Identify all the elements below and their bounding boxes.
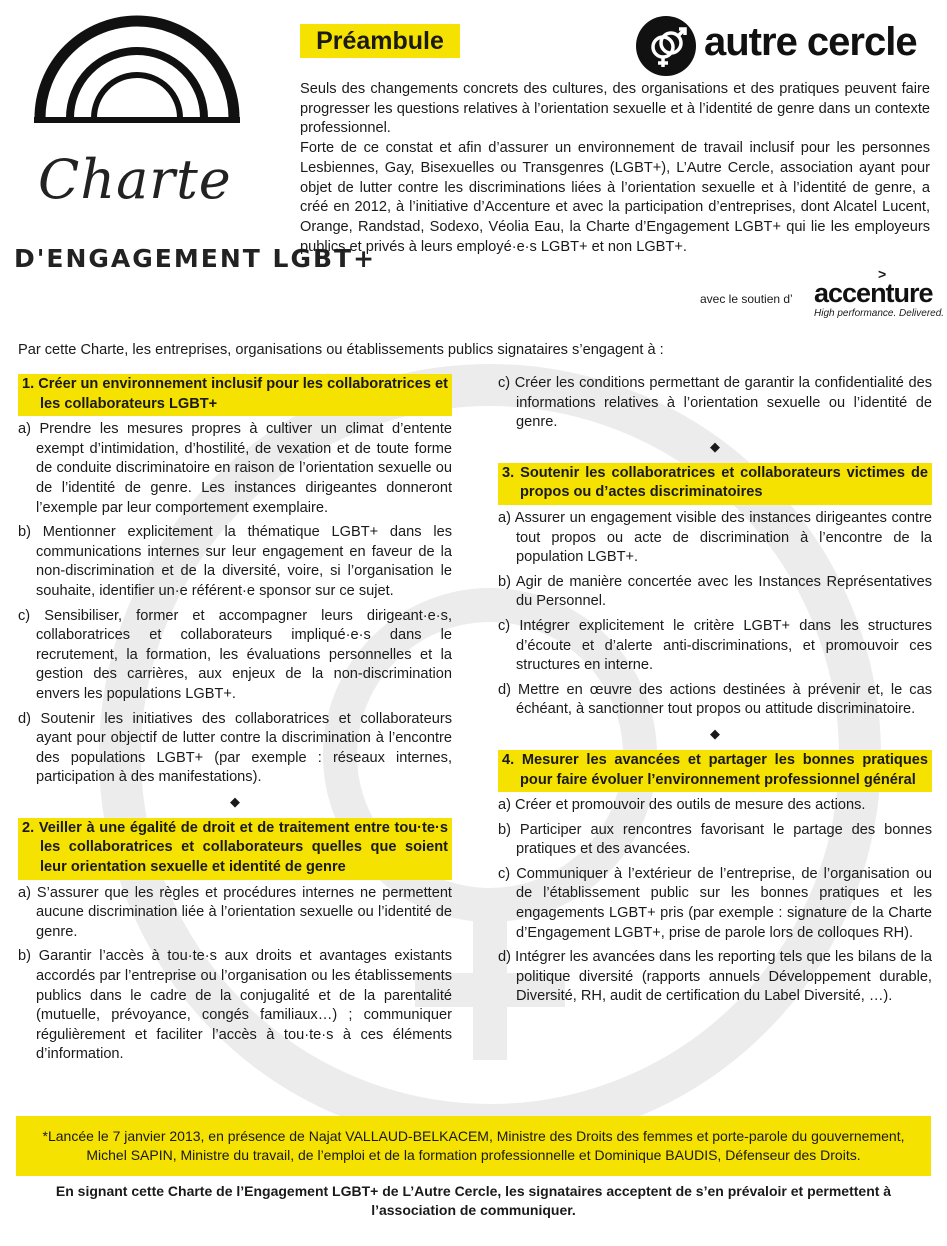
list-item: d) Soutenir les initiatives des collaboratrices et collaborateurs ayant pour objectif de lutter contre la discrimination à l’encontre des populations LGBT+ (par exemple : réseaux internes, participation à des manifestations). (18, 710, 452, 786)
preamble-paragraph: Forte de ce constat et afin d’assurer un environnement de travail inclusif pour les personnes Lesbiennes, Gay, Bisexuelles ou Transgenres (LGBT+), L’Autre Cercle, association ayant pour objet de lutter contre les discriminations liées à l’orientation sexuelle et à l’identité de genre, a créé en 2012, à l’initiative d’Accenture et avec la participation d’entreprises, dont Alcatel Lucent, Orange, Randstad, Sodexo, Véolia Eau, la Charte d’Engagement LGBT+ qui lie les employeurs publics et privés à leurs employé·e·s LGBT+ et non LGBT+. (300, 140, 930, 255)
section-3-title: 3. Soutenir les collaboratrices et collaborateurs victimes de propos ou d’actes discriminatoires (498, 463, 932, 505)
engagement-title: D'ENGAGEMENT LGBT+ (14, 244, 377, 273)
list-item: a) Prendre les mesures propres à cultiver un climat d’entente exempt d’intimidation, d’hostilité, de vexation et de toute forme de conduite discriminatoire en raison de l’orientation sexuelle ou de l’identité de genre. Les instances dirigeantes donneront l’exemple par leur comportement exemplaire. (18, 421, 452, 516)
list-item: c) Intégrer explicitement le critère LGBT+ dans les structures d’écoute et d’alerte anti-discriminations, et promouvoir ces structures en interne. (498, 617, 932, 674)
preamble-body (300, 80, 930, 257)
rainbow-arcs-logo (30, 10, 245, 125)
list-item: a) Créer et promouvoir des outils de mesure des actions. (498, 797, 866, 814)
list-item: d) Mettre en œuvre des actions destinées à prévenir et, le cas échéant, à sanctionner tout propos ou attitude discriminatoire. (498, 681, 932, 718)
list-item: b) Mentionner explicitement la thématique LGBT+ dans les communications internes sur leur engagement en faveur de la non-discrimination et de la diversité, voire, si l’organisation le souhaite, identifier un·e référent·e sponsor sur ce sujet. (18, 524, 452, 599)
support-label: avec le soutien d’ (700, 292, 793, 306)
intro-sentence: Par cette Charte, les entreprises, organisations ou établissements publics signataires s’engagent à : (18, 342, 664, 358)
list-item: b) Agir de manière concertée avec les Instances Représentatives du Personnel. (498, 573, 932, 610)
accenture-chevron-icon: > (878, 266, 887, 282)
preambule-label: Préambule (300, 24, 460, 58)
preamble-paragraph: Seuls des changements concrets des cultures, des organisations et des pratiques peuvent faire progresser les questions relatives à l’orientation sexuelle et à l’identité de genre dans un contexte professionnel. (300, 81, 930, 137)
footnote: *Lancée le 7 janvier 2013, en présence de Najat VALLAUD-BELKACEM, Ministre des Droits des femmes et porte-parole du gouvernement, Michel SAPIN, Ministre du travail, de l’emploi et de la formation professionnelle et Dominique BAUDIS, Défenseur des Droits. (16, 1116, 931, 1176)
section-2-title: 2. Veiller à une égalité de droit et de traitement entre tou·te·s les collaboratrices et collaborateurs quelles que soient leur orientation sexuelle et identité de genre (18, 818, 452, 880)
left-column (18, 374, 452, 1070)
list-item: c) Communiquer à l’extérieur de l’entreprise, de l’organisation ou de l’établissement public sur les bonnes pratiques et les engagements LGBT+ pris (par exemple : signature de la Charte d’Engagement LGBT+, prise de parole lors de colloques RH). (498, 865, 932, 941)
charte-title: Charte (38, 148, 232, 211)
separator-diamond: ◆ (230, 793, 240, 809)
list-item: a) Assurer un engagement visible des instances dirigeantes contre tout propos ou acte de discrimination à l’encontre de la population LGBT+. (498, 509, 932, 566)
sponsor-tagline: High performance. Delivered. (814, 308, 945, 319)
section-4-title: 4. Mesurer les avancées et partager les bonnes pratiques pour faire évoluer l’environnement professionnel général (498, 750, 932, 792)
gender-symbols-icon (636, 16, 696, 76)
list-item: d) Intégrer les avancées dans les reporting tels que les bilans de la politique diversité (rapports annuels Développement durable, Diversité, RH, audit de certification du Label Diversité, …). (498, 949, 932, 1005)
brand-name: autre cercle (704, 20, 917, 64)
list-item: c) Créer les conditions permettant de garantir la confidentialité des informations relatives à l’orientation sexuelle ou l’identité de genre. (498, 375, 932, 431)
separator-diamond: ◆ (710, 438, 720, 454)
autre-cercle-logo (636, 16, 936, 76)
sponsor-name: accenture (814, 278, 933, 308)
list-item: b) Participer aux rencontres favorisant le partage des bonnes pratiques et des avancées. (498, 821, 932, 858)
separator-diamond: ◆ (710, 725, 720, 741)
list-item: b) Garantir l’accès à tou·te·s aux droits et avantages existants accordés par l’entreprise ou l’organisation ou les établissements publics dans le cadre de la conjugalité et de la parentalité (mutuelle, prévoyance, congés familiaux…) ; communiquer régulièrement et faciliter l’accès à tou·te·s à ces éléments d’information. (18, 948, 452, 1063)
sponsor-block (700, 266, 945, 322)
section-1-title: 1. Créer un environnement inclusif pour les collaboratrices et les collaborateurs LGBT+ (18, 374, 452, 416)
list-item: c) Sensibiliser, former et accompagner leurs dirigeant·e·s, collaboratrices et collaborateurs impliqué·e·s dans le recrutement, la formation, les évaluations personnelles et la gestion des carrières, aux enjeux de la non-discrimination envers les populations LGBT+. (18, 607, 452, 702)
right-column (498, 374, 932, 1012)
list-item: a) S’assurer que les règles et procédures internes ne permettent aucune discrimination liée à l’orientation sexuelle ou l’identité de genre. (18, 884, 452, 940)
closing-statement: En signant cette Charte de l’Engagement LGBT+ de L’Autre Cercle, les signataires acceptent de s’en prévaloir et permettent à l’association de communiquer. (55, 1183, 892, 1218)
